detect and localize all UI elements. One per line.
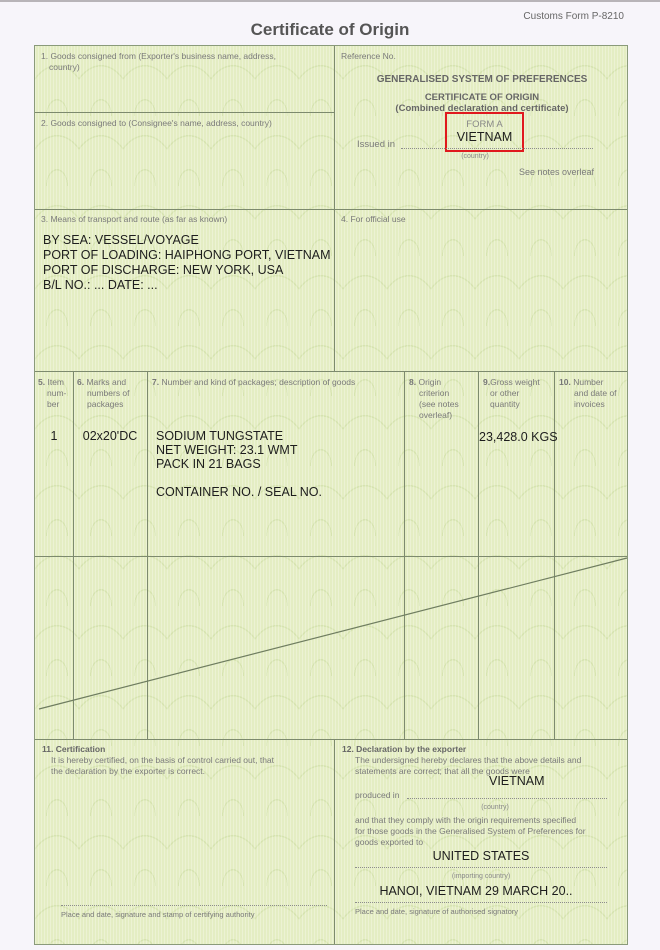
issued-in-country-caption: (country) — [461, 153, 489, 160]
issued-in-value: VIETNAM — [456, 130, 513, 144]
transport-line-3: PORT OF DISCHARGE: NEW YORK, USA — [43, 263, 284, 277]
see-notes-overleaf: See notes overleaf — [519, 167, 595, 177]
produced-in-value: VIETNAM — [489, 774, 545, 788]
col-header-invoices: 10. Number and date of invoices — [559, 377, 617, 409]
certification-title: 11. Certification — [42, 744, 106, 754]
gsp-heading: GENERALISED SYSTEM OF PREFERENCES — [376, 74, 588, 85]
declaration-text-1: The undersigned hereby declares that the above details and — [355, 755, 582, 765]
certification-signature-caption: Place and date, signature and stamp of certifying authority — [61, 910, 255, 919]
importing-country-value: UNITED STATES — [432, 849, 530, 863]
col-header-item-number: 5. Item num- ber — [38, 377, 67, 409]
box4-label: 4. For official use — [341, 214, 406, 224]
box1-label: 1. Goods consigned from (Exporter's business name, address, country) — [41, 51, 277, 72]
issued-in-dotted-line — [401, 148, 593, 149]
transport-line-4: B/L NO.: ... DATE: ... — [43, 278, 158, 292]
declaration-text-5: goods exported to — [355, 837, 424, 847]
col-header-gross-weight: 9.Gross weight or other quantity — [483, 377, 540, 409]
issued-in-label: Issued in — [357, 139, 396, 150]
declaration-title: 12. Declaration by the exporter — [342, 744, 467, 754]
gross-weight-value: 23,428.0 KGS — [479, 430, 558, 444]
declaration-signature-line — [355, 902, 607, 903]
importing-country-dotted-line — [355, 867, 607, 868]
certification-signature-line — [61, 905, 327, 906]
col-header-description: 7. Number and kind of packages; description of goods — [152, 377, 356, 387]
description-line-5: CONTAINER NO. / SEAL NO. — [156, 485, 322, 499]
produced-in-label: produced in — [355, 790, 400, 800]
transport-line-1: BY SEA: VESSEL/VOYAGE — [43, 233, 199, 247]
form-a-label: FORM A — [466, 119, 503, 130]
col-header-marks: 6. Marks and numbers of packages — [77, 377, 130, 409]
cancellation-diagonal-line — [35, 46, 629, 946]
item-number: 1 — [50, 429, 58, 443]
produced-in-dotted-line — [407, 798, 607, 799]
col-header-origin-criterion: 8. Origin criterion (see notes overleaf) — [409, 377, 459, 420]
top-edge-strip — [0, 0, 660, 2]
certificate-form — [34, 45, 628, 945]
declaration-text-3: and that they comply with the origin requirements specified — [355, 815, 577, 825]
place-date-value: HANOI, VIETNAM 29 MARCH 20.. — [379, 884, 573, 898]
transport-line-2: PORT OF LOADING: HAIPHONG PORT, VIETNAM — [43, 248, 331, 262]
declaration-text-4: for those goods in the Generalised System of Preferences for — [355, 826, 586, 836]
box3-label: 3. Means of transport and route (as far as known) — [41, 214, 228, 224]
certification-text-1: It is hereby certified, on the basis of control carried out, that — [51, 755, 275, 765]
certification-text-2: the declaration by the exporter is correct. — [51, 766, 206, 776]
produced-in-country-caption: (country) — [481, 804, 509, 811]
reference-no-label: Reference No. — [341, 51, 396, 61]
marks-value: 02x20'DC — [82, 429, 138, 443]
description-line-2: NET WEIGHT: 23.1 WMT — [156, 443, 298, 457]
box2-label: 2. Goods consigned to (Consignee's name, address, country) — [41, 118, 272, 128]
form-number: Customs Form P-8210 — [523, 11, 624, 22]
declaration-text-2: statements are correct; that all the goods were — [355, 766, 530, 776]
declaration-signature-caption: Place and date, signature of authorised signatory — [355, 907, 519, 916]
combined-declaration-heading: (Combined declaration and certificate) — [395, 103, 569, 114]
description-line-3: PACK IN 21 BAGS — [156, 457, 261, 471]
certificate-heading: CERTIFICATE OF ORIGIN — [424, 92, 540, 103]
page-title: Certificate of Origin — [250, 20, 410, 39]
description-line-1: SODIUM TUNGSTATE — [156, 429, 284, 443]
importing-country-caption: (importing country) — [451, 873, 511, 880]
